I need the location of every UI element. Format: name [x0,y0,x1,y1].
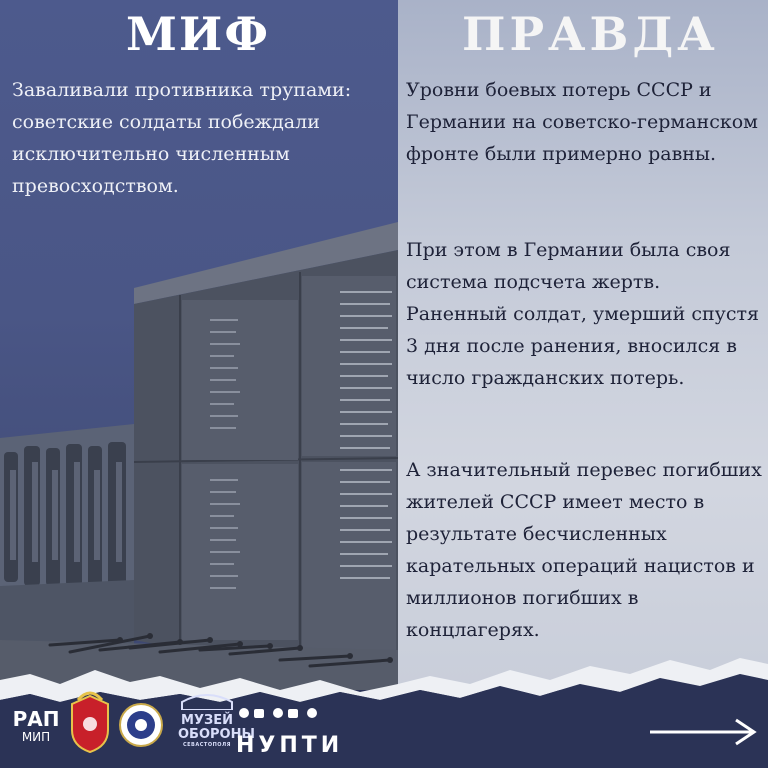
myth-heading: МИФ [126,7,271,61]
museum-building-icon [178,694,236,710]
truth-paragraph-1: Уровни боевых потерь СССР и Германии на советско-германском фронте были примерно равны. [406,79,758,165]
rap-mip-logo [12,708,60,750]
mip-logo-text: МИП [21,730,51,744]
nupti-logo-text: НУПТИ [236,733,344,758]
nupti-logo [236,704,344,759]
dots-icon [236,707,326,719]
myth-statement: Заваливали противника трупами: советские солдаты побеждали исключительно численным превосходством. [12,79,352,197]
crest-icon [68,690,112,754]
truth-paragraph-2: При этом в Германии была своя система подсчета жертв. Раненный солдат, умерший спустя 3 дня после ранения, вносился в число гражданских потерь. [406,239,759,389]
museum-line-2: ОБОРОНЫ [178,727,255,742]
arrow-right-icon[interactable] [648,716,758,748]
museum-logo [178,694,255,749]
seal-icon [118,702,164,748]
partner-logos [10,690,344,760]
museum-line-1: МУЗЕЙ [181,713,233,728]
rap-logo-text: РАП [12,707,60,731]
truth-heading: ПРАВДА [462,7,719,61]
museum-line-3: СЕВАСТОПОЛЯ [182,742,232,748]
truth-paragraph-3: А значительный перевес погибших жителей СССР имеет место в результате бесчисленных карательных операций нацистов и миллионов погибших в концлагерях. [406,459,762,641]
